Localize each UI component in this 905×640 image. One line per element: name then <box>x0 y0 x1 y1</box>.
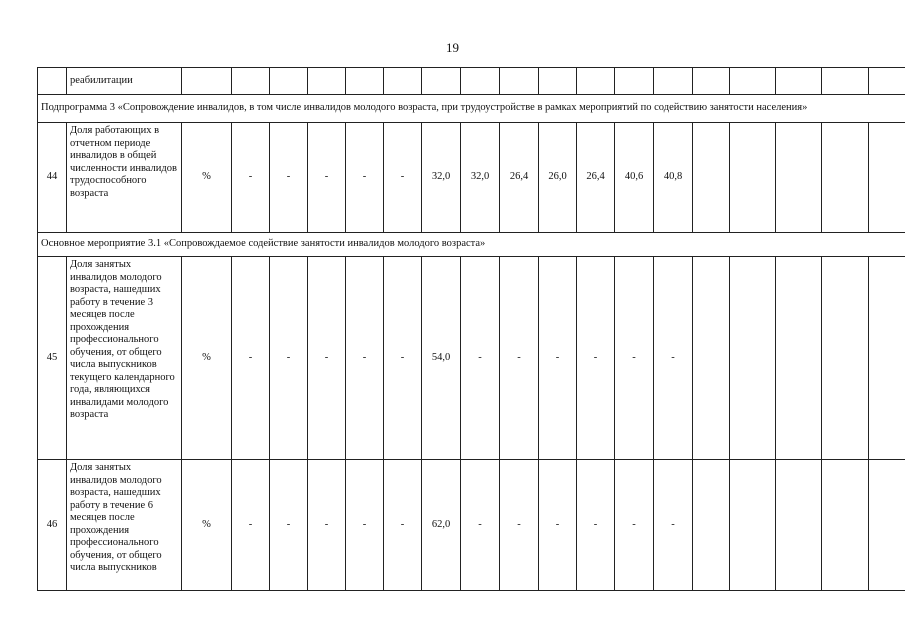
value-cell: - <box>232 257 270 460</box>
value-cell <box>869 460 905 591</box>
value-cell: - <box>270 257 308 460</box>
value-cell: 32,0 <box>422 123 461 233</box>
row-number: 46 <box>38 460 67 591</box>
value-cell: - <box>308 123 346 233</box>
value-cell <box>693 123 730 233</box>
value-cell <box>500 68 539 95</box>
value-cell: - <box>461 460 500 591</box>
value-cell: - <box>654 460 693 591</box>
value-cell <box>776 123 822 233</box>
indicators-table <box>37 67 905 591</box>
value-cell <box>693 460 730 591</box>
row-number <box>38 68 67 95</box>
subprogram-heading: Подпрограмма 3 «Сопровождение инвалидов, в том числе инвалидов молодого возраста, при трудоустройстве в рамках мероприятий по содействию занятости населения» <box>38 95 905 123</box>
value-cell: - <box>346 257 384 460</box>
value-cell: - <box>232 123 270 233</box>
row-number: 44 <box>38 123 67 233</box>
value-cell: - <box>384 460 422 591</box>
value-cell <box>776 460 822 591</box>
unit-cell <box>182 68 232 95</box>
value-cell: - <box>308 460 346 591</box>
value-cell <box>869 123 905 233</box>
value-cell: 26,0 <box>539 123 577 233</box>
table-row <box>38 68 905 95</box>
value-cell <box>730 68 776 95</box>
value-cell: - <box>384 257 422 460</box>
indicator-name: Доля занятых инвалидов молодого возраста, нашедших работу в течение 6 месяцев после прохождения профессионального обучения, от общего числа выпускников <box>67 460 182 591</box>
value-cell: - <box>500 257 539 460</box>
table-row <box>38 257 905 460</box>
value-cell <box>869 257 905 460</box>
value-cell <box>730 460 776 591</box>
value-cell <box>776 257 822 460</box>
row-number: 45 <box>38 257 67 460</box>
value-cell: 26,4 <box>577 123 615 233</box>
value-cell: - <box>539 460 577 591</box>
value-cell <box>869 68 905 95</box>
value-cell <box>384 68 422 95</box>
value-cell: - <box>577 257 615 460</box>
value-cell: - <box>346 123 384 233</box>
value-cell: 40,6 <box>615 123 654 233</box>
value-cell: - <box>384 123 422 233</box>
value-cell: - <box>270 460 308 591</box>
value-cell <box>346 68 384 95</box>
value-cell: - <box>539 257 577 460</box>
value-cell <box>577 68 615 95</box>
value-cell: 26,4 <box>500 123 539 233</box>
value-cell: - <box>232 460 270 591</box>
value-cell: - <box>615 460 654 591</box>
activity-heading: Основное мероприятие 3.1 «Сопровождаемое содействие занятости инвалидов молодого возраста» <box>38 233 905 257</box>
value-cell <box>730 257 776 460</box>
value-cell <box>822 123 869 233</box>
value-cell <box>615 68 654 95</box>
value-cell <box>693 68 730 95</box>
value-cell <box>308 68 346 95</box>
value-cell <box>776 68 822 95</box>
unit-cell: % <box>182 257 232 460</box>
section-row <box>38 233 905 257</box>
page-number: 19 <box>446 40 459 55</box>
value-cell <box>539 68 577 95</box>
value-cell: 32,0 <box>461 123 500 233</box>
value-cell <box>822 68 869 95</box>
value-cell: - <box>500 460 539 591</box>
value-cell: - <box>308 257 346 460</box>
value-cell <box>654 68 693 95</box>
value-cell <box>693 257 730 460</box>
value-cell <box>822 460 869 591</box>
value-cell: - <box>270 123 308 233</box>
value-cell: - <box>615 257 654 460</box>
value-cell <box>461 68 500 95</box>
indicator-name: реабилитации <box>67 68 182 95</box>
value-cell <box>822 257 869 460</box>
table-row <box>38 123 905 233</box>
value-cell <box>422 68 461 95</box>
section-row <box>38 95 905 123</box>
indicator-name: Доля занятых инвалидов молодого возраста, нашедших работу в течение 3 месяцев после прохождения профессионального обучения, от общего числа выпускников текущего календарного года, являющихся инвалидами молодого возраста <box>67 257 182 460</box>
value-cell: - <box>346 460 384 591</box>
value-cell <box>232 68 270 95</box>
unit-cell: % <box>182 460 232 591</box>
unit-cell: % <box>182 123 232 233</box>
value-cell: - <box>654 257 693 460</box>
value-cell: 62,0 <box>422 460 461 591</box>
value-cell <box>730 123 776 233</box>
value-cell: 40,8 <box>654 123 693 233</box>
value-cell: - <box>577 460 615 591</box>
table-row <box>38 460 905 591</box>
value-cell: 54,0 <box>422 257 461 460</box>
value-cell <box>270 68 308 95</box>
value-cell: - <box>461 257 500 460</box>
indicator-name: Доля работающих в отчетном периоде инвалидов в общей численности инвалидов трудоспособного возраста <box>67 123 182 233</box>
